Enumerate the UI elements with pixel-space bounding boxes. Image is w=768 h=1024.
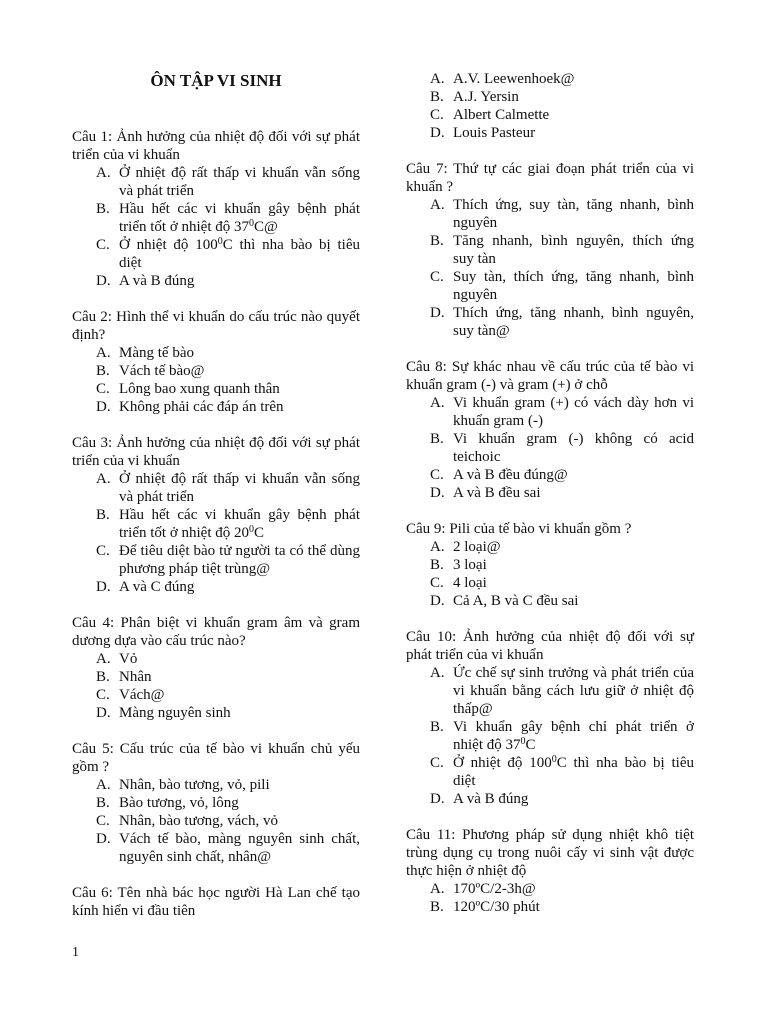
- option-b: B. Vách tế bào@: [96, 363, 205, 379]
- option-d: D. Vách tế bào, màng nguyên sinh chất, nguyên sinh chất, nhân@: [96, 831, 360, 865]
- question-text: Câu 6: Tên nhà bác học người Hà Lan chế tạo kính hiển vi đầu tiên: [72, 885, 360, 919]
- option-d: D. A và B đều sai: [430, 485, 541, 501]
- option-c: C. Nhân, bào tương, vách, vỏ: [96, 813, 278, 829]
- option-c: C. Lông bao xung quanh thân: [96, 381, 280, 397]
- question-text: Câu 3: Ảnh hưởng của nhiệt độ đối với sự phát triển của vi khuẩn: [72, 435, 360, 469]
- question-6-options: [406, 70, 694, 142]
- option-a: A. Vỏ: [96, 651, 138, 667]
- question-8: [406, 358, 694, 502]
- option-c: C. Ở nhiệt độ $100^0C$ thì nha bào bị tiêu diệt: [96, 236, 360, 271]
- option-c: C. Ở nhiệt độ $100^0C$ thì nha bào bị tiêu diệt: [430, 754, 694, 789]
- question-1: [72, 128, 360, 290]
- option-a: A. Nhân, bào tương, vỏ, pili: [96, 777, 270, 793]
- question-text: Câu 9: Pili của tế bào vi khuẩn gồm ?: [406, 521, 632, 537]
- document-title: ÔN TẬP VI SINH: [150, 71, 282, 90]
- option-c: C. A và B đều đúng@: [430, 467, 568, 483]
- option-b: B. Nhân: [96, 669, 152, 685]
- question-5: [72, 740, 360, 866]
- question-6-stem: [72, 884, 360, 920]
- option-c: C. 4 loại: [430, 575, 487, 591]
- option-a: A. Màng tế bào: [96, 345, 194, 361]
- option-d: D. Cả A, B và C đều sai: [430, 593, 579, 609]
- option-b: B. Hầu hết các vi khuẩn gây bệnh phát triển tốt ở nhiệt độ $20^0C$: [96, 507, 360, 541]
- question-text: Câu 7: Thứ tự các giai đoạn phát triển của vi khuẩn ?: [406, 161, 694, 195]
- option-d: D. Không phải các đáp án trên: [96, 399, 284, 415]
- option-b: B. Hầu hết các vi khuẩn gây bệnh phát triển tốt ở nhiệt độ $37^0C@$: [96, 201, 360, 235]
- option-b: B. 3 loại: [430, 557, 487, 573]
- option-a: A. Ở nhiệt độ rất thấp vi khuẩn vẫn sống và phát triển: [96, 471, 360, 505]
- option-a: A. Thích ứng, suy tàn, tăng nhanh, bình nguyên: [430, 197, 694, 231]
- option-c: C. Để tiêu diệt bào tử người ta có thể dùng phương pháp tiệt trùng@: [96, 543, 360, 577]
- option-b: B. Vi khuẩn gram (-) không có acid teichoic: [430, 431, 694, 465]
- question-10: [406, 628, 694, 808]
- option-a: A. 170ºC/2-3h@: [430, 881, 536, 897]
- option-a: A. Ức chế sự sinh trưởng và phát triển của vi khuẩn bằng cách lưu giữ ở nhiệt độ thấp@: [430, 665, 694, 717]
- question-text: Câu 1: Ảnh hưởng của nhiệt độ đối với sự phát triển của vi khuẩn: [72, 129, 360, 163]
- option-b: B. A.J. Yersin: [430, 89, 519, 105]
- option-c: C. Albert Calmette: [430, 107, 550, 123]
- option-d: D. Thích ứng, tăng nhanh, bình nguyên, suy tàn@: [430, 305, 694, 339]
- option-b: B. Vi khuẩn gây bệnh chỉ phát triển ở nhiệt độ $37^0C$: [430, 719, 694, 753]
- option-b: B. Bào tương, vỏ, lông: [96, 795, 239, 811]
- option-d: D. A và C đúng: [96, 579, 195, 595]
- left-column: [72, 70, 360, 938]
- option-a: A. A.V. Leewenhoek@: [430, 71, 575, 87]
- option-d: D. A và B đúng: [96, 273, 195, 289]
- option-b: B. Tăng nhanh, bình nguyên, thích ứng suy tàn: [430, 233, 694, 267]
- option-a: A. Ở nhiệt độ rất thấp vi khuẩn vẫn sống và phát triển: [96, 165, 360, 199]
- page-number: 1: [72, 945, 79, 960]
- question-text: Câu 2: Hình thể vi khuẩn do cấu trúc nào quyết định?: [72, 309, 360, 343]
- question-text: Câu 10: Ảnh hưởng của nhiệt độ đối với sự phát triển của vi khuẩn: [406, 629, 694, 663]
- right-column: [406, 70, 694, 934]
- question-text: Câu 5: Cấu trúc của tế bào vi khuẩn chủ yếu gồm ?: [72, 741, 360, 775]
- option-b: B. 120ºC/30 phút: [430, 899, 540, 915]
- question-text: Câu 11: Phương pháp sử dụng nhiệt khô tiệt trùng dụng cụ trong nuôi cấy vi sinh vật được thực hiện ở nhiệt độ: [406, 827, 694, 879]
- question-11: [406, 826, 694, 916]
- option-d: D. Louis Pasteur: [430, 125, 536, 141]
- option-c: C. Suy tàn, thích ứng, tăng nhanh, bình nguyên: [430, 269, 694, 303]
- option-d: D. Màng nguyên sinh: [96, 705, 231, 721]
- option-c: C. Vách@: [96, 687, 165, 703]
- option-d: D. A và B đúng: [430, 791, 529, 807]
- question-text: Câu 4: Phân biệt vi khuẩn gram âm và gram dương dựa vào cấu trúc nào?: [72, 615, 360, 649]
- question-text: Câu 8: Sự khác nhau về cấu trúc của tế bào vi khuẩn gram (-) và gram (+) ở chỗ: [406, 359, 694, 393]
- question-2: [72, 308, 360, 416]
- question-4: [72, 614, 360, 722]
- option-a: A. 2 loại@: [430, 539, 501, 555]
- question-7: [406, 160, 694, 340]
- question-9: [406, 520, 694, 610]
- option-a: A. Vi khuẩn gram (+) có vách dày hơn vi khuẩn gram (-): [430, 395, 694, 429]
- question-3: [72, 434, 360, 596]
